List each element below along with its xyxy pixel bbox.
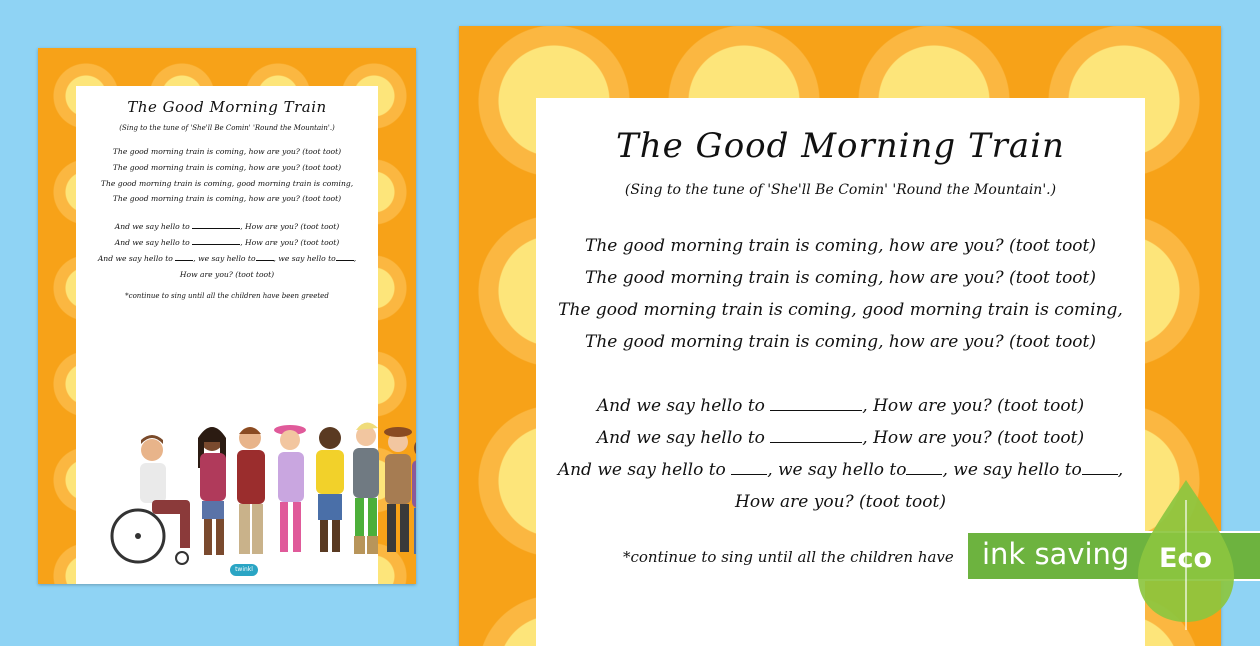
verse-line: How are you? (toot toot): [735, 492, 946, 512]
verse-line: The good morning train is coming, good morning train is coming,: [100, 178, 354, 188]
verse-line: And we say hello to , How are you? (toot toot): [114, 237, 340, 247]
eco-label: Eco: [1159, 543, 1212, 574]
thumbnail-subtitle: (Sing to the tune of 'She'll Be Comin' 'Round the Mountain'.): [119, 124, 335, 132]
verse-line: The good morning train is coming, how are you? (toot toot): [585, 332, 1096, 352]
page-subtitle: (Sing to the tune of 'She'll Be Comin' 'Round the Mountain'.): [624, 182, 1057, 198]
verse-line: How are you? (toot toot): [179, 269, 275, 279]
verse-line: The good morning train is coming, how are you? (toot toot): [112, 194, 342, 204]
verse-line: And we say hello to , we say hello to , we say hello to ,: [97, 253, 357, 263]
verse-1: [536, 230, 1145, 358]
thumbnail-verse-2: [76, 219, 378, 282]
verse-line: The good morning train is coming, how are you? (toot toot): [112, 147, 342, 156]
verse-line: And we say hello to , we say hello to , we say hello to ,: [557, 460, 1124, 480]
thumbnail-paper: [76, 86, 378, 584]
verse-line: The good morning train is coming, good morning train is coming,: [558, 300, 1123, 320]
page-note: *continue to sing until all the children have: [623, 548, 954, 566]
thumbnail-page: [38, 48, 416, 584]
verse-line: The good morning train is coming, how are you? (toot toot): [585, 236, 1096, 256]
thumbnail-verse-1: [76, 144, 378, 207]
verse-line: And we say hello to , How are you? (toot toot): [596, 428, 1085, 448]
ink-saving-label: ink saving: [982, 537, 1130, 571]
children-illustration: [90, 408, 416, 568]
page-title: The Good Morning Train: [616, 126, 1065, 166]
verse-line: And we say hello to , How are you? (toot toot): [596, 396, 1085, 416]
verse-line: The good morning train is coming, how are you? (toot toot): [585, 268, 1096, 288]
thumbnail-note: *continue to sing until all the children have been greeted: [125, 292, 329, 301]
thumbnail-title: The Good Morning Train: [127, 98, 327, 116]
eco-badge: [966, 480, 1256, 630]
verse-line: The good morning train is coming, how are you? (toot toot): [112, 162, 342, 172]
verse-line: And we say hello to , How are you? (toot toot): [114, 222, 340, 232]
twinkl-logo: twinkl: [230, 564, 258, 576]
